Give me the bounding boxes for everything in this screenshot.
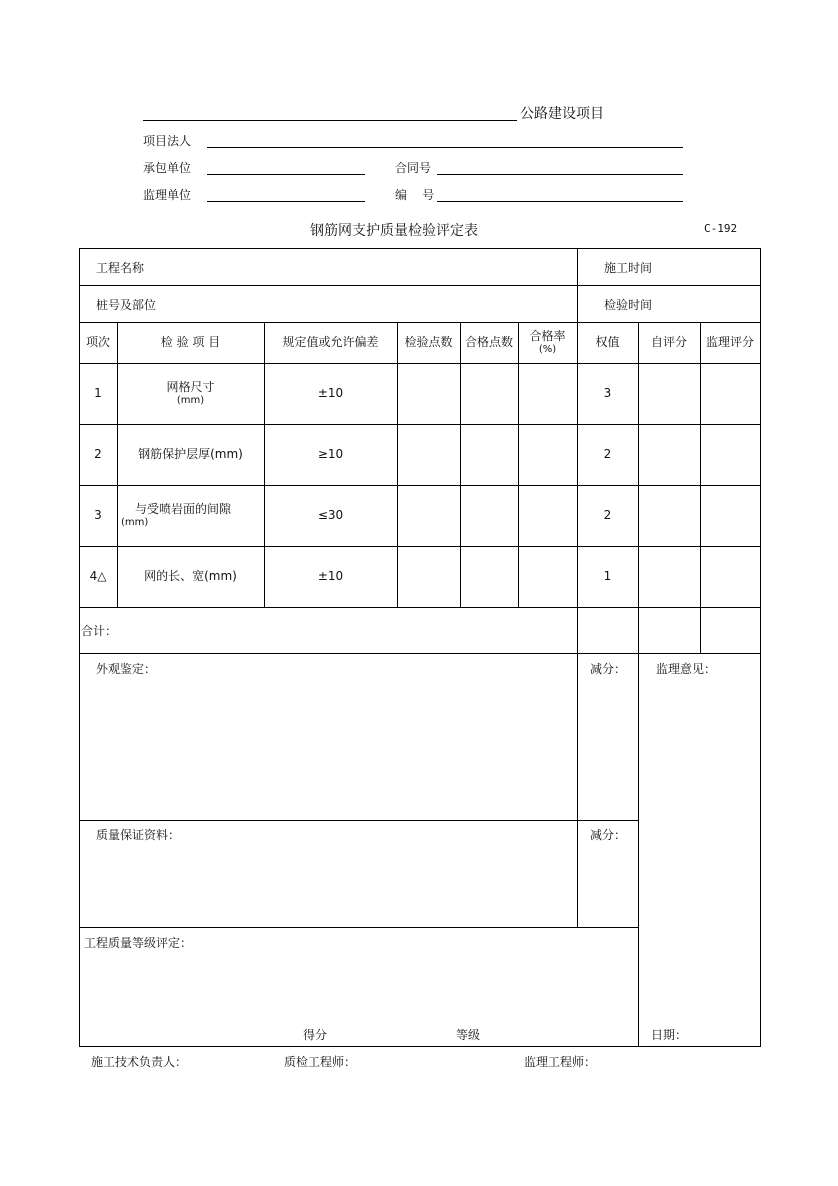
contract-no-label: 合同号 [395, 161, 432, 175]
station-label: 桩号及部位 [96, 298, 157, 312]
quality-docs-label: 质量保证资料： [96, 828, 181, 842]
col-header-self-score: 自评分 [650, 335, 687, 349]
supervising-engineer-label: 监理工程师： [524, 1055, 597, 1069]
inspection-time-label: 检验时间 [604, 298, 653, 312]
serial-label: 编 号 [395, 188, 435, 202]
row-spec: ≥10 [317, 447, 344, 461]
project-name-underline [143, 120, 517, 121]
qc-engineer-label: 质检工程师： [284, 1055, 357, 1069]
row-item [117, 485, 264, 546]
col-header-supervisor-score: 监理评分 [705, 335, 754, 349]
row-weight: 3 [603, 386, 612, 400]
rate-label: 合格率 [529, 328, 566, 343]
row-spec: ≤30 [317, 508, 344, 522]
appearance-label: 外观鉴定： [96, 662, 157, 676]
appearance-deduct-label: 减分： [590, 662, 627, 676]
col-header-weight: 权值 [595, 335, 620, 349]
contract-no-field[interactable] [437, 174, 683, 175]
row-no: 1 [94, 386, 102, 400]
row-weight: 2 [603, 508, 612, 522]
supervisor-opinion-label: 监理意见： [656, 662, 717, 676]
serial-field[interactable] [437, 201, 683, 202]
col-header-passed: 合格点数 [464, 335, 513, 349]
row-no: 4△ [89, 569, 107, 583]
date-label: 日期： [651, 1028, 688, 1042]
row-spec: ±10 [317, 386, 344, 400]
row-no: 2 [94, 447, 102, 461]
col-header-rate [518, 322, 577, 363]
supervisor-label: 监理单位 [143, 188, 192, 202]
item-unit: (mm) [176, 394, 205, 406]
row-spec: ±10 [317, 569, 344, 583]
score-label: 得分 [303, 1028, 328, 1042]
contractor-field[interactable] [207, 174, 365, 175]
docs-deduct-label: 减分： [590, 828, 627, 842]
item-unit: (mm) [121, 516, 149, 528]
form-code: C-192 [704, 222, 738, 235]
row-weight: 1 [603, 569, 612, 583]
total-label: 合计： [81, 624, 118, 638]
grade-label: 工程质量等级评定： [84, 936, 193, 950]
col-header-no: 项次 [85, 335, 110, 349]
owner-label: 项目法人 [143, 134, 192, 148]
item-label: 网格尺寸 [166, 379, 215, 394]
row-no: 3 [94, 508, 102, 522]
col-header-checked: 检验点数 [404, 335, 453, 349]
project-name-label: 工程名称 [96, 261, 145, 275]
col-header-spec: 规定值或允许偏差 [282, 335, 379, 349]
form-title: 钢筋网支护质量检验评定表 [310, 223, 478, 239]
owner-field[interactable] [207, 147, 683, 148]
supervisor-field[interactable] [207, 201, 365, 202]
item-label: 与受喷岩面的间隙 [135, 501, 232, 516]
rate-unit: (%) [538, 343, 557, 355]
col-header-item: 检 验 项 目 [160, 335, 221, 349]
row-item: 网的长、宽(mm) [144, 569, 237, 583]
row-weight: 2 [603, 447, 612, 461]
project-suffix: 公路建设项目 [520, 106, 604, 122]
contractor-label: 承包单位 [143, 161, 192, 175]
construction-time-label: 施工时间 [604, 261, 653, 275]
level-label: 等级 [456, 1028, 481, 1042]
row-item: 钢筋保护层厚(mm) [138, 447, 243, 461]
tech-lead-label: 施工技术负责人： [91, 1055, 188, 1069]
row-item [117, 363, 264, 424]
